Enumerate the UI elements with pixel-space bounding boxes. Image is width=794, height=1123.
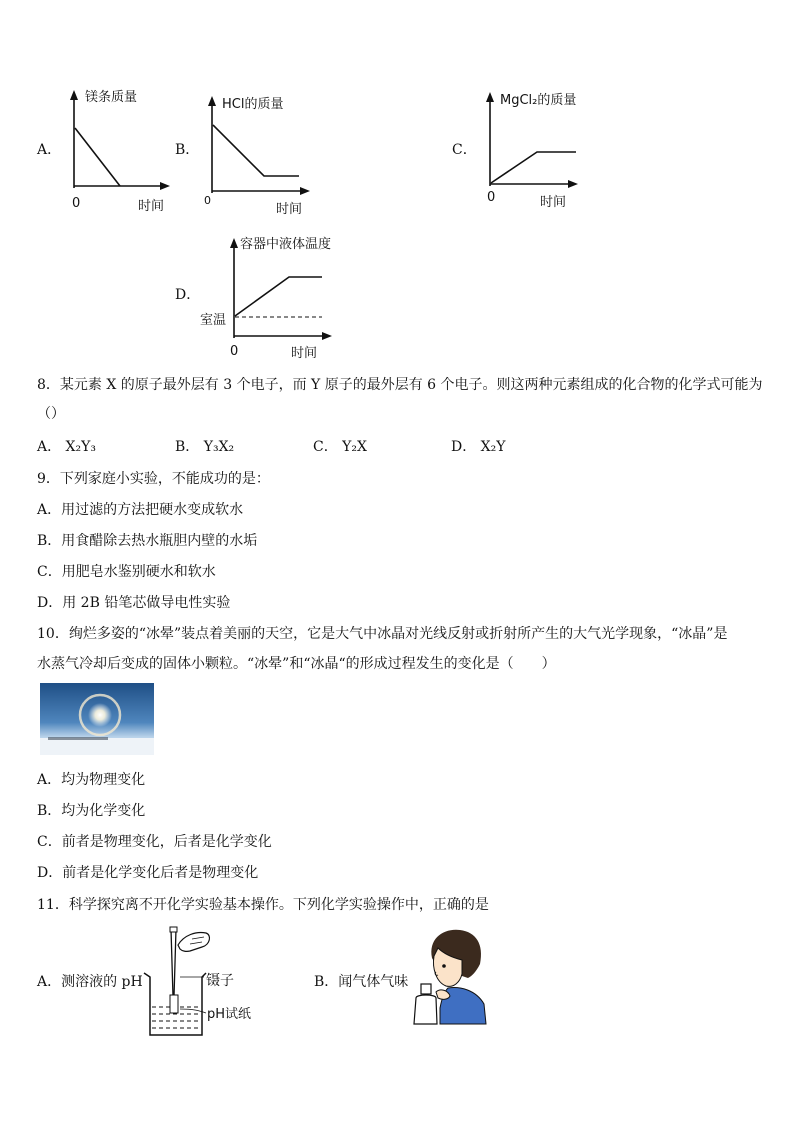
q7-option-b-label: B． bbox=[175, 142, 200, 158]
q9-option-c: C．用肥皂水鉴别硬水和软水 bbox=[37, 564, 216, 580]
q7-a-xlabel: 时间 bbox=[138, 199, 165, 214]
q7-option-d-label: D． bbox=[175, 287, 201, 303]
q7-c-origin: 0 bbox=[487, 190, 496, 205]
q8-option-c: C． Y₂X bbox=[313, 439, 367, 455]
q7-d-origin: 0 bbox=[230, 344, 239, 359]
q9-option-a: A．用过滤的方法把硬水变成软水 bbox=[37, 502, 244, 518]
q7-c-ylabel: MgCl₂的质量 bbox=[500, 93, 577, 108]
q9-stem: 9．下列家庭小实验，不能成功的是： bbox=[37, 471, 270, 487]
ice-halo-photo bbox=[40, 683, 154, 755]
q11-option-a: A．测溶液的 pH bbox=[37, 974, 143, 990]
q9-option-b: B．用食醋除去热水瓶胆内壁的水垢 bbox=[37, 533, 258, 549]
q11-option-b: B．闻气体气味 bbox=[314, 974, 409, 990]
q7-d-ylabel: 容器中液体温度 bbox=[240, 237, 332, 252]
q7-d-xlabel: 时间 bbox=[291, 346, 318, 361]
q8-option-b: B． Y₃X₂ bbox=[175, 439, 235, 455]
q7-a-ylabel: 镁条质量 bbox=[85, 90, 138, 105]
q7-option-c-label: C． bbox=[452, 142, 477, 158]
smell-gas-illustration bbox=[410, 928, 490, 1026]
q11-stem: 11．科学探究离不开化学实验基本操作。下列化学实验操作中，正确的是 bbox=[37, 897, 489, 913]
q9-option-d: D．用 2B 铅笔芯做导电性实验 bbox=[37, 595, 231, 611]
q8-paren: （） bbox=[37, 406, 65, 422]
q11-tweezers-label: 镊子 bbox=[206, 973, 234, 989]
q10-stem-line2: 水蒸气冷却后变成的固体小颗粒。“冰晕”和“冰晶“的形成过程发生的变化是（ ） bbox=[37, 656, 556, 672]
q10-option-d: D．前者是化学变化后者是物理变化 bbox=[37, 865, 259, 881]
q7-b-origin: 0 bbox=[204, 194, 211, 207]
q7-b-xlabel: 时间 bbox=[276, 202, 303, 217]
q10-option-a: A．均为物理变化 bbox=[37, 772, 146, 788]
q8-option-a: A． X₂Y₃ bbox=[37, 439, 96, 455]
q7-option-a-label: A． bbox=[37, 142, 62, 158]
q7-c-xlabel: 时间 bbox=[540, 195, 567, 210]
q7-d-ref-label: 室温 bbox=[200, 313, 227, 328]
q10-stem-line1: 10．绚烂多姿的“冰晕”装点着美丽的天空，它是大气中冰晶对光线反射或折射所产生的大气光学现象，“冰晶”是 bbox=[37, 626, 728, 642]
q7-d-curve bbox=[235, 277, 322, 316]
q10-option-b: B．均为化学变化 bbox=[37, 803, 146, 819]
q10-option-c: C．前者是物理变化，后者是化学变化 bbox=[37, 834, 272, 850]
q8-stem: 8．某元素 X 的原子最外层有 3 个电子，而 Y 原子的最外层有 6 个电子。则这两种元素组成的化合物的化学式可能为 bbox=[37, 377, 763, 393]
q8-option-d: D． X₂Y bbox=[451, 439, 506, 455]
q7-b-ylabel: HCl的质量 bbox=[222, 97, 284, 112]
q7-a-origin: 0 bbox=[72, 196, 81, 211]
q11-ph-paper-label: pH试纸 bbox=[207, 1007, 252, 1022]
